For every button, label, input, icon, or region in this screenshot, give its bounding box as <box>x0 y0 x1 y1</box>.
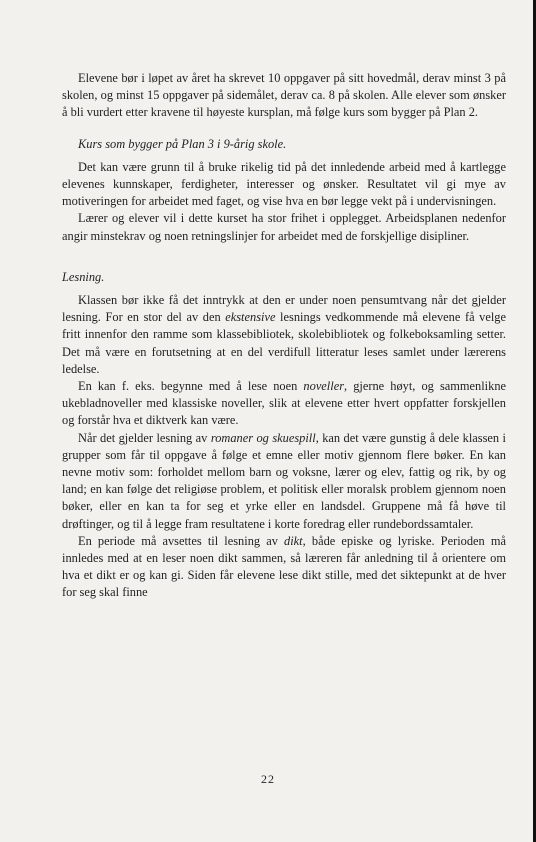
lesning-p3-text-b: , kan det være gunstig å dele klassen i grupper som får til oppgave å følge et emne eller motiv gjennom flere bøker. En kan nevne motiv som: forholdet mellom barn og voksne, lærer og elev, fattig og rik, by og land; en kan følge det religiøse problem, et politisk eller moralsk problem gjennom noen bøker, eller en kan ta for seg et yrke eller en landsdel. Gruppene må få høve til drøftinger, og til å legge fram resultatene i korte foredrag eller rundebordssamtaler. <box>62 430 506 531</box>
lesning-p2-text-a: En kan f. eks. begynne med å lese noen <box>78 379 304 394</box>
lesning-p2-emphasis: noveller <box>303 379 345 394</box>
lesning-p4-text-a: En periode må avsettes til lesning av <box>78 533 285 548</box>
heading-plan3: Kurs som bygger på Plan 3 i 9-årig skole. <box>78 136 287 151</box>
heading-lesning: Lesning. <box>62 269 105 284</box>
lesning-paragraph-2 <box>62 378 506 430</box>
lesning-paragraph-3 <box>62 430 506 533</box>
lesning-p4-text-b: , både episke og lyriske. Perioden må innledes med at en leser noen dikt sammen, så læreren får anledning til å orientere om hva et dikt er og kan gi. Siden får elevene lese dikt stille, med det siktepunkt at de hver for seg skal finne <box>62 533 506 600</box>
lesning-p1-text-b: lesnings vedkommende må elevene få velge fritt innenfor den ramme som klassebibliotek, skolebibliotek og folkeboksamling setter. Det må være en forutsetning at en del verdifull litteratur leses samlet under lærerens ledelse. <box>62 310 506 376</box>
plan3-paragraph-2: Lærer og elever vil i dette kurset ha stor frihet i opplegget. Arbeidsplanen nedenfor angir minstekrav og noen retningslinjer for arbeidet med de forskjellige disipliner. <box>62 211 506 243</box>
lesning-paragraph-4 <box>62 533 506 602</box>
document-page <box>62 70 506 602</box>
lesning-p1-emphasis: ekstensive <box>225 310 276 325</box>
lesning-p3-emphasis: romaner og skuespill <box>210 430 316 445</box>
lesning-p2-text-b: , gjerne høyt, og sammenlikne ukebladnoveller med klassiske noveller, slik at elevene etter hvert oppfatter forskjellen og forstår hva et diktverk kan være. <box>62 379 507 428</box>
lesning-p1-text-a: Klassen bør ikke få det inntrykk at den er under noen pensumtvang når det gjelder lesning. For en stor del av den <box>62 293 506 325</box>
plan3-paragraph-1: Det kan være grunn til å bruke rikelig tid på det innledende arbeid med å kartlegge elevenes kunnskaper, ferdigheter, interesser og ønsker. Resultatet vil gi mye av motiveringen for arbeidet med faget, og vise hva en bør legge vekt på i undervisningen. <box>62 159 506 209</box>
page-number: 22 <box>261 772 275 786</box>
lesning-p4-emphasis: dikt <box>284 533 303 548</box>
lesning-p3-text-a: Når det gjelder lesning av <box>78 430 211 445</box>
intro-paragraph: Elevene bør i løpet av året ha skrevet 10 oppgaver på sitt hovedmål, derav minst 3 på skolen, og minst 15 oppgaver på sidemålet, derav ca. 8 på skolen. Alle elever som ønsker å bli vurdert etter kravene til høyeste kursplan, må følge kurs som bygger på Plan 2. <box>62 71 506 120</box>
lesning-paragraph-1 <box>62 292 506 378</box>
